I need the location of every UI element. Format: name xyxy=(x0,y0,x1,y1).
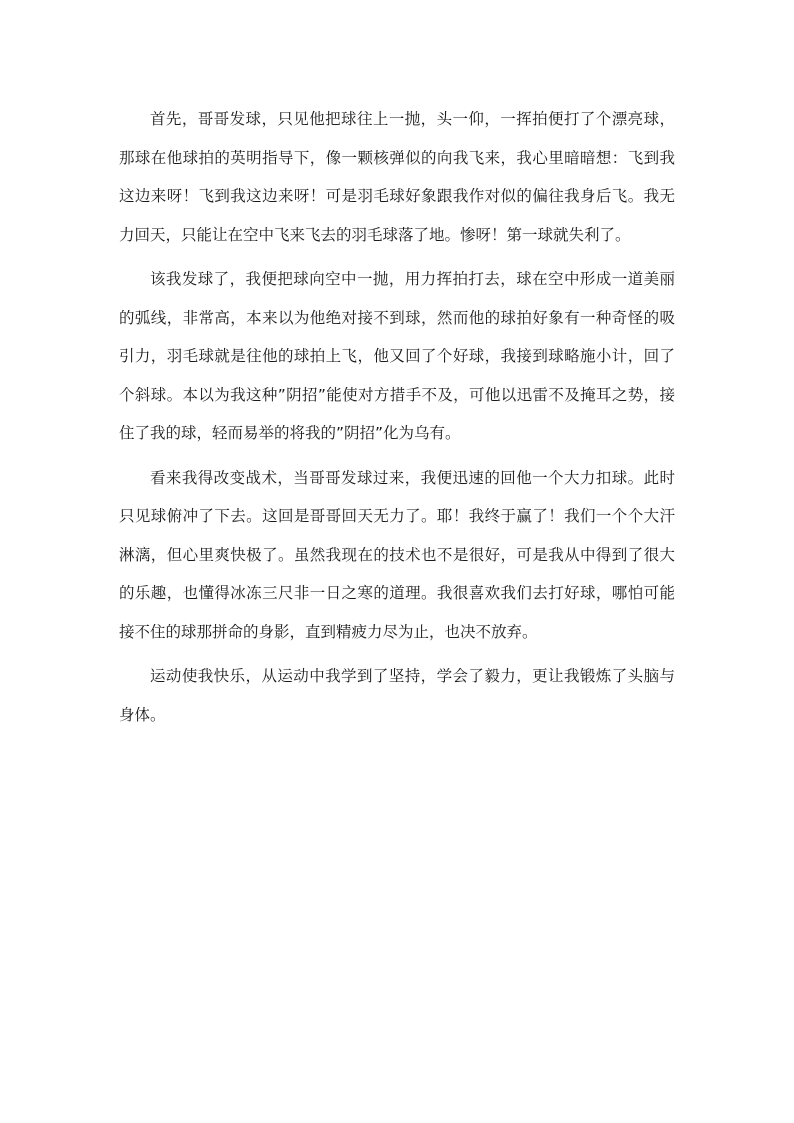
paragraph-1: 首先，哥哥发球，只见他把球往上一抛，头一仰，一挥拍便打了个漂亮球，那球在他球拍的英明指导下，像一颗核弹似的向我飞来，我心里暗暗想：飞到我这边来呀！飞到我这边来呀！可是羽毛球好象跟我作对似的偏往我身后飞。我无力回天，只能让在空中飞来飞去的羽毛球落了地。惨呀！第一球就失利了。 xyxy=(119,110,675,244)
paragraph-2: 该我发球了，我便把球向空中一抛，用力挥拍打去，球在空中形成一道美丽的弧线，非常高，本来以为他绝对接不到球，然而他的球拍好象有一种奇怪的吸引力，羽毛球就是往他的球拍上飞，他又回了个好球，我接到球略施小计，回了个斜球。本以为我这种”阴招”能使对方措手不及，可他以迅雷不及掩耳之势，接住了我的球，轻而易举的将我的”阴招”化为乌有。 xyxy=(119,270,675,442)
paragraph-4: 运动使我快乐，从运动中我学到了坚持，学会了毅力，更让我锻炼了头脑与身体。 xyxy=(119,667,675,724)
paragraph-3: 看来我得改变战术，当哥哥发球过来，我便迅速的回他一个大力扣球。此时只见球俯冲了下去。这回是哥哥回天无力了。耶！我终于赢了！我们一个个大汗淋漓，但心里爽快极了。虽然我现在的技术也不是很好，可是我从中得到了很大的乐趣，也懂得冰冻三尺非一日之寒的道理。我很喜欢我们去打好球，哪怕可能接不住的球那拼命的身影，直到精疲力尽为止，也决不放弃。 xyxy=(119,468,675,641)
essay-body xyxy=(119,100,675,740)
